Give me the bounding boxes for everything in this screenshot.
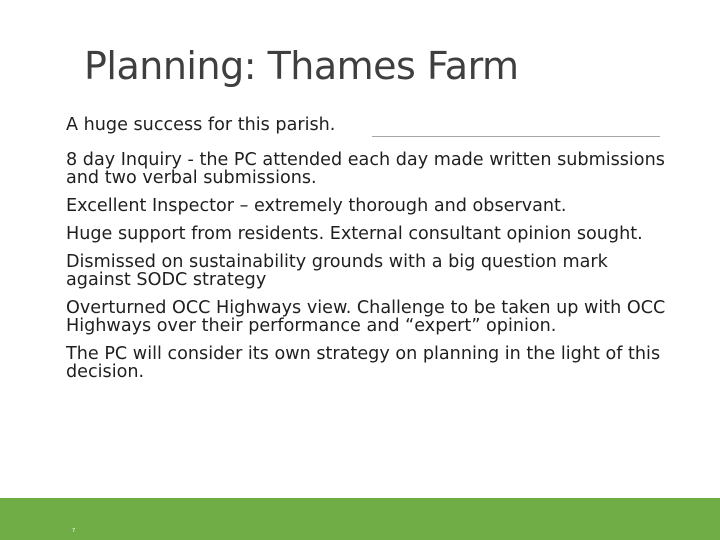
bullet-item <box>66 151 666 187</box>
bullet-text: The PC will consider its own strategy on planning in the light of this decision. <box>66 344 661 382</box>
bullet-text: A huge success for this parish. <box>66 115 336 135</box>
slide-title: Planning: Thames Farm <box>84 44 519 88</box>
footer-accent-bar <box>0 498 720 540</box>
bullet-list <box>66 116 666 391</box>
bullet-item <box>66 225 666 243</box>
bullet-item <box>66 299 666 335</box>
bullet-text: Dismissed on sustainability grounds with a big question mark against SODC strategy <box>66 252 608 290</box>
bullet-text: Overturned OCC Highways view. Challenge to be taken up with OCC Highways over their performance and “expert” opinion. <box>66 298 666 336</box>
slide-number: 7 <box>72 528 76 534</box>
bullet-item <box>66 197 666 215</box>
bullet-item <box>66 345 666 381</box>
bullet-text: 8 day Inquiry - the PC attended each day made written submissions and two verbal submissions. <box>66 150 665 188</box>
bullet-text: Huge support from residents. External consultant opinion sought. <box>66 224 643 244</box>
bullet-item <box>66 116 666 134</box>
bullet-item <box>66 253 666 289</box>
bullet-text: Excellent Inspector – extremely thorough and observant. <box>66 196 567 216</box>
